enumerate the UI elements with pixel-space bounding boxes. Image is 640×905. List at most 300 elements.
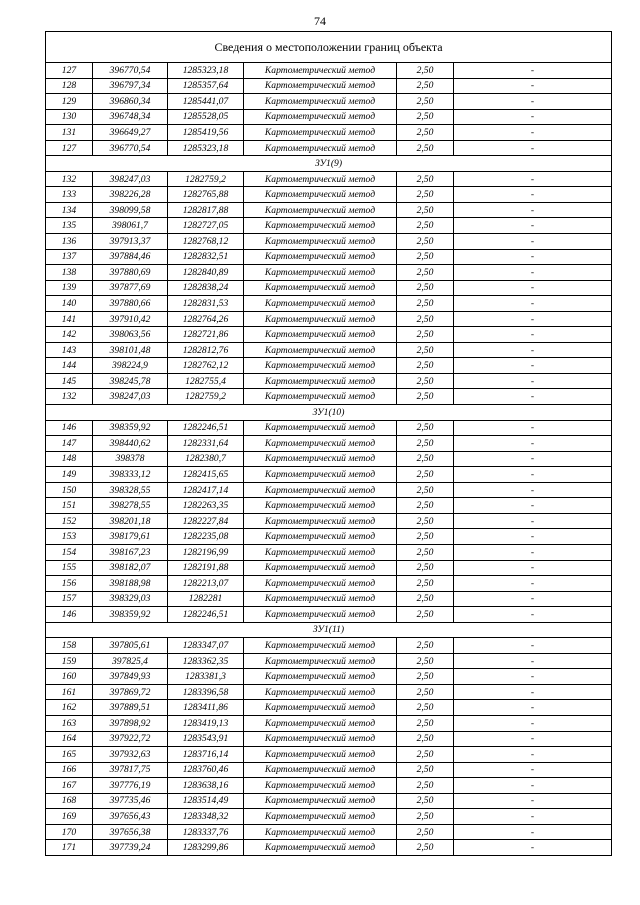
x-coordinate-cell: 397880,69 bbox=[93, 265, 168, 281]
x-coordinate-cell: 397739,24 bbox=[93, 840, 168, 856]
point-number-cell: 127 bbox=[46, 140, 93, 156]
note-cell: - bbox=[454, 94, 612, 110]
y-coordinate-cell: 1282762,12 bbox=[168, 358, 244, 374]
accuracy-cell: 2,50 bbox=[397, 358, 454, 374]
y-coordinate-cell: 1282759,2 bbox=[168, 389, 244, 405]
y-coordinate-cell: 1283411,86 bbox=[168, 700, 244, 716]
point-number-cell: 135 bbox=[46, 218, 93, 234]
point-number-cell: 166 bbox=[46, 762, 93, 778]
x-coordinate-cell: 396649,27 bbox=[93, 125, 168, 141]
note-cell: - bbox=[454, 715, 612, 731]
note-cell: - bbox=[454, 420, 612, 436]
y-coordinate-cell: 1283347,07 bbox=[168, 638, 244, 654]
point-number-cell: 150 bbox=[46, 482, 93, 498]
x-coordinate-cell: 398378 bbox=[93, 451, 168, 467]
boundary-table bbox=[45, 31, 612, 856]
method-cell: Картометрический метод bbox=[244, 747, 397, 763]
accuracy-cell: 2,50 bbox=[397, 234, 454, 250]
note-cell: - bbox=[454, 700, 612, 716]
table-row bbox=[46, 715, 612, 731]
accuracy-cell: 2,50 bbox=[397, 498, 454, 514]
y-coordinate-cell: 1282764,26 bbox=[168, 311, 244, 327]
method-cell: Картометрический метод bbox=[244, 109, 397, 125]
note-cell: - bbox=[454, 684, 612, 700]
point-number-cell: 155 bbox=[46, 560, 93, 576]
note-cell: - bbox=[454, 451, 612, 467]
note-cell: - bbox=[454, 824, 612, 840]
table-row bbox=[46, 187, 612, 203]
note-cell: - bbox=[454, 778, 612, 794]
accuracy-cell: 2,50 bbox=[397, 218, 454, 234]
x-coordinate-cell: 398247,03 bbox=[93, 171, 168, 187]
accuracy-cell: 2,50 bbox=[397, 762, 454, 778]
y-coordinate-cell: 1285528,05 bbox=[168, 109, 244, 125]
point-number-cell: 168 bbox=[46, 793, 93, 809]
accuracy-cell: 2,50 bbox=[397, 809, 454, 825]
table-row bbox=[46, 342, 612, 358]
x-coordinate-cell: 397884,46 bbox=[93, 249, 168, 265]
note-cell: - bbox=[454, 358, 612, 374]
point-number-cell: 133 bbox=[46, 187, 93, 203]
point-number-cell: 161 bbox=[46, 684, 93, 700]
table-row bbox=[46, 576, 612, 592]
x-coordinate-cell: 397913,37 bbox=[93, 234, 168, 250]
note-cell: - bbox=[454, 234, 612, 250]
point-number-cell: 136 bbox=[46, 234, 93, 250]
table-row bbox=[46, 513, 612, 529]
note-cell: - bbox=[454, 63, 612, 79]
method-cell: Картометрический метод bbox=[244, 171, 397, 187]
table-row bbox=[46, 809, 612, 825]
x-coordinate-cell: 396748,34 bbox=[93, 109, 168, 125]
point-number-cell: 146 bbox=[46, 607, 93, 623]
method-cell: Картометрический метод bbox=[244, 498, 397, 514]
y-coordinate-cell: 1282727,05 bbox=[168, 218, 244, 234]
note-cell: - bbox=[454, 125, 612, 141]
y-coordinate-cell: 1285419,56 bbox=[168, 125, 244, 141]
point-number-cell: 157 bbox=[46, 591, 93, 607]
point-number-cell: 144 bbox=[46, 358, 93, 374]
method-cell: Картометрический метод bbox=[244, 94, 397, 110]
method-cell: Картометрический метод bbox=[244, 234, 397, 250]
table-row bbox=[46, 78, 612, 94]
note-cell: - bbox=[454, 731, 612, 747]
point-number-cell: 127 bbox=[46, 63, 93, 79]
point-number-cell: 158 bbox=[46, 638, 93, 654]
method-cell: Картометрический метод bbox=[244, 78, 397, 94]
note-cell: - bbox=[454, 591, 612, 607]
y-coordinate-cell: 1282415,65 bbox=[168, 467, 244, 483]
note-cell: - bbox=[454, 436, 612, 452]
note-cell: - bbox=[454, 280, 612, 296]
accuracy-cell: 2,50 bbox=[397, 373, 454, 389]
note-cell: - bbox=[454, 576, 612, 592]
note-cell: - bbox=[454, 560, 612, 576]
y-coordinate-cell: 1282831,53 bbox=[168, 296, 244, 312]
y-coordinate-cell: 1282191,88 bbox=[168, 560, 244, 576]
table-row bbox=[46, 420, 612, 436]
table-row bbox=[46, 436, 612, 452]
note-cell: - bbox=[454, 669, 612, 685]
accuracy-cell: 2,50 bbox=[397, 265, 454, 281]
note-cell: - bbox=[454, 747, 612, 763]
x-coordinate-cell: 397922,72 bbox=[93, 731, 168, 747]
note-cell: - bbox=[454, 607, 612, 623]
x-coordinate-cell: 398101,48 bbox=[93, 342, 168, 358]
method-cell: Картометрический метод bbox=[244, 762, 397, 778]
accuracy-cell: 2,50 bbox=[397, 140, 454, 156]
x-coordinate-cell: 398359,92 bbox=[93, 607, 168, 623]
point-number-cell: 147 bbox=[46, 436, 93, 452]
table-row bbox=[46, 296, 612, 312]
y-coordinate-cell: 1285441,07 bbox=[168, 94, 244, 110]
point-number-cell: 170 bbox=[46, 824, 93, 840]
accuracy-cell: 2,50 bbox=[397, 467, 454, 483]
point-number-cell: 164 bbox=[46, 731, 93, 747]
accuracy-cell: 2,50 bbox=[397, 576, 454, 592]
y-coordinate-cell: 1282765,88 bbox=[168, 187, 244, 203]
accuracy-cell: 2,50 bbox=[397, 747, 454, 763]
point-number-cell: 162 bbox=[46, 700, 93, 716]
accuracy-cell: 2,50 bbox=[397, 715, 454, 731]
x-coordinate-cell: 396770,54 bbox=[93, 63, 168, 79]
y-coordinate-cell: 1282380,7 bbox=[168, 451, 244, 467]
y-coordinate-cell: 1283716,14 bbox=[168, 747, 244, 763]
x-coordinate-cell: 398278,55 bbox=[93, 498, 168, 514]
method-cell: Картометрический метод bbox=[244, 544, 397, 560]
table-row bbox=[46, 482, 612, 498]
x-coordinate-cell: 396770,54 bbox=[93, 140, 168, 156]
point-number-cell: 149 bbox=[46, 467, 93, 483]
table-row bbox=[46, 669, 612, 685]
y-coordinate-cell: 1282755,4 bbox=[168, 373, 244, 389]
x-coordinate-cell: 397656,43 bbox=[93, 809, 168, 825]
method-cell: Картометрический метод bbox=[244, 389, 397, 405]
y-coordinate-cell: 1282246,51 bbox=[168, 420, 244, 436]
point-number-cell: 167 bbox=[46, 778, 93, 794]
table-row bbox=[46, 498, 612, 514]
method-cell: Картометрический метод bbox=[244, 778, 397, 794]
x-coordinate-cell: 397877,69 bbox=[93, 280, 168, 296]
method-cell: Картометрический метод bbox=[244, 342, 397, 358]
table-row bbox=[46, 653, 612, 669]
table-row bbox=[46, 109, 612, 125]
accuracy-cell: 2,50 bbox=[397, 591, 454, 607]
table-row bbox=[46, 389, 612, 405]
method-cell: Картометрический метод bbox=[244, 187, 397, 203]
method-cell: Картометрический метод bbox=[244, 591, 397, 607]
table-row bbox=[46, 840, 612, 856]
point-number-cell: 152 bbox=[46, 513, 93, 529]
table-row bbox=[46, 171, 612, 187]
point-number-cell: 140 bbox=[46, 296, 93, 312]
accuracy-cell: 2,50 bbox=[397, 824, 454, 840]
y-coordinate-cell: 1282246,51 bbox=[168, 607, 244, 623]
accuracy-cell: 2,50 bbox=[397, 202, 454, 218]
x-coordinate-cell: 397889,51 bbox=[93, 700, 168, 716]
table-row bbox=[46, 700, 612, 716]
y-coordinate-cell: 1283362,35 bbox=[168, 653, 244, 669]
point-number-cell: 154 bbox=[46, 544, 93, 560]
note-cell: - bbox=[454, 467, 612, 483]
table-row bbox=[46, 793, 612, 809]
y-coordinate-cell: 1283337,76 bbox=[168, 824, 244, 840]
table-row bbox=[46, 591, 612, 607]
page-number: 74 bbox=[314, 14, 326, 28]
table-row bbox=[46, 544, 612, 560]
x-coordinate-cell: 397817,75 bbox=[93, 762, 168, 778]
y-coordinate-cell: 1283638,16 bbox=[168, 778, 244, 794]
accuracy-cell: 2,50 bbox=[397, 653, 454, 669]
note-cell: - bbox=[454, 202, 612, 218]
accuracy-cell: 2,50 bbox=[397, 296, 454, 312]
y-coordinate-cell: 1283760,46 bbox=[168, 762, 244, 778]
point-number-cell: 141 bbox=[46, 311, 93, 327]
method-cell: Картометрический метод bbox=[244, 576, 397, 592]
table-row bbox=[46, 358, 612, 374]
point-number-cell: 148 bbox=[46, 451, 93, 467]
method-cell: Картометрический метод bbox=[244, 296, 397, 312]
note-cell: - bbox=[454, 513, 612, 529]
note-cell: - bbox=[454, 762, 612, 778]
note-cell: - bbox=[454, 482, 612, 498]
note-cell: - bbox=[454, 529, 612, 545]
y-coordinate-cell: 1282331,64 bbox=[168, 436, 244, 452]
x-coordinate-cell: 397932,63 bbox=[93, 747, 168, 763]
accuracy-cell: 2,50 bbox=[397, 63, 454, 79]
table-row bbox=[46, 684, 612, 700]
table-row bbox=[46, 249, 612, 265]
accuracy-cell: 2,50 bbox=[397, 280, 454, 296]
y-coordinate-cell: 1283514,49 bbox=[168, 793, 244, 809]
note-cell: - bbox=[454, 265, 612, 281]
note-cell: - bbox=[454, 78, 612, 94]
accuracy-cell: 2,50 bbox=[397, 187, 454, 203]
note-cell: - bbox=[454, 218, 612, 234]
method-cell: Картометрический метод bbox=[244, 607, 397, 623]
point-number-cell: 159 bbox=[46, 653, 93, 669]
method-cell: Картометрический метод bbox=[244, 436, 397, 452]
method-cell: Картометрический метод bbox=[244, 249, 397, 265]
x-coordinate-cell: 398182,07 bbox=[93, 560, 168, 576]
note-cell: - bbox=[454, 793, 612, 809]
point-number-cell: 134 bbox=[46, 202, 93, 218]
x-coordinate-cell: 398226,28 bbox=[93, 187, 168, 203]
point-number-cell: 128 bbox=[46, 78, 93, 94]
x-coordinate-cell: 397735,46 bbox=[93, 793, 168, 809]
accuracy-cell: 2,50 bbox=[397, 389, 454, 405]
x-coordinate-cell: 397869,72 bbox=[93, 684, 168, 700]
method-cell: Картометрический метод bbox=[244, 653, 397, 669]
accuracy-cell: 2,50 bbox=[397, 342, 454, 358]
x-coordinate-cell: 398359,92 bbox=[93, 420, 168, 436]
point-number-cell: 151 bbox=[46, 498, 93, 514]
accuracy-cell: 2,50 bbox=[397, 78, 454, 94]
table-row bbox=[46, 234, 612, 250]
accuracy-cell: 2,50 bbox=[397, 731, 454, 747]
note-cell: - bbox=[454, 840, 612, 856]
table-row bbox=[46, 140, 612, 156]
y-coordinate-cell: 1282838,24 bbox=[168, 280, 244, 296]
y-coordinate-cell: 1282832,51 bbox=[168, 249, 244, 265]
section-label: ЗУ1(9) bbox=[46, 156, 612, 172]
x-coordinate-cell: 397849,93 bbox=[93, 669, 168, 685]
accuracy-cell: 2,50 bbox=[397, 94, 454, 110]
point-number-cell: 138 bbox=[46, 265, 93, 281]
x-coordinate-cell: 397910,42 bbox=[93, 311, 168, 327]
accuracy-cell: 2,50 bbox=[397, 513, 454, 529]
point-number-cell: 129 bbox=[46, 94, 93, 110]
table-row bbox=[46, 202, 612, 218]
accuracy-cell: 2,50 bbox=[397, 482, 454, 498]
y-coordinate-cell: 1282759,2 bbox=[168, 171, 244, 187]
note-cell: - bbox=[454, 342, 612, 358]
y-coordinate-cell: 1282812,76 bbox=[168, 342, 244, 358]
y-coordinate-cell: 1282417,14 bbox=[168, 482, 244, 498]
x-coordinate-cell: 398188,98 bbox=[93, 576, 168, 592]
point-number-cell: 131 bbox=[46, 125, 93, 141]
point-number-cell: 169 bbox=[46, 809, 93, 825]
table-row bbox=[46, 529, 612, 545]
x-coordinate-cell: 397880,66 bbox=[93, 296, 168, 312]
method-cell: Картометрический метод bbox=[244, 218, 397, 234]
y-coordinate-cell: 1285323,18 bbox=[168, 63, 244, 79]
point-number-cell: 132 bbox=[46, 389, 93, 405]
note-cell: - bbox=[454, 653, 612, 669]
point-number-cell: 171 bbox=[46, 840, 93, 856]
y-coordinate-cell: 1282196,99 bbox=[168, 544, 244, 560]
x-coordinate-cell: 397805,61 bbox=[93, 638, 168, 654]
x-coordinate-cell: 398063,56 bbox=[93, 327, 168, 343]
y-coordinate-cell: 1282840,89 bbox=[168, 265, 244, 281]
y-coordinate-cell: 1282281 bbox=[168, 591, 244, 607]
x-coordinate-cell: 398328,55 bbox=[93, 482, 168, 498]
note-cell: - bbox=[454, 373, 612, 389]
table-row bbox=[46, 731, 612, 747]
y-coordinate-cell: 1283299,86 bbox=[168, 840, 244, 856]
accuracy-cell: 2,50 bbox=[397, 560, 454, 576]
y-coordinate-cell: 1283381,3 bbox=[168, 669, 244, 685]
x-coordinate-cell: 398329,03 bbox=[93, 591, 168, 607]
method-cell: Картометрический метод bbox=[244, 840, 397, 856]
method-cell: Картометрический метод bbox=[244, 684, 397, 700]
section-label: ЗУ1(10) bbox=[46, 405, 612, 421]
method-cell: Картометрический метод bbox=[244, 715, 397, 731]
method-cell: Картометрический метод bbox=[244, 700, 397, 716]
x-coordinate-cell: 397898,92 bbox=[93, 715, 168, 731]
point-number-cell: 146 bbox=[46, 420, 93, 436]
method-cell: Картометрический метод bbox=[244, 202, 397, 218]
method-cell: Картометрический метод bbox=[244, 513, 397, 529]
point-number-cell: 163 bbox=[46, 715, 93, 731]
note-cell: - bbox=[454, 140, 612, 156]
y-coordinate-cell: 1283348,32 bbox=[168, 809, 244, 825]
y-coordinate-cell: 1282263,35 bbox=[168, 498, 244, 514]
accuracy-cell: 2,50 bbox=[397, 700, 454, 716]
x-coordinate-cell: 397656,38 bbox=[93, 824, 168, 840]
note-cell: - bbox=[454, 249, 612, 265]
note-cell: - bbox=[454, 296, 612, 312]
method-cell: Картометрический метод bbox=[244, 793, 397, 809]
accuracy-cell: 2,50 bbox=[397, 171, 454, 187]
accuracy-cell: 2,50 bbox=[397, 669, 454, 685]
method-cell: Картометрический метод bbox=[244, 280, 397, 296]
y-coordinate-cell: 1282721,86 bbox=[168, 327, 244, 343]
accuracy-cell: 2,50 bbox=[397, 249, 454, 265]
point-number-cell: 165 bbox=[46, 747, 93, 763]
note-cell: - bbox=[454, 638, 612, 654]
accuracy-cell: 2,50 bbox=[397, 125, 454, 141]
method-cell: Картометрический метод bbox=[244, 467, 397, 483]
table-row bbox=[46, 63, 612, 79]
method-cell: Картометрический метод bbox=[244, 63, 397, 79]
point-number-cell: 139 bbox=[46, 280, 93, 296]
x-coordinate-cell: 398440,62 bbox=[93, 436, 168, 452]
note-cell: - bbox=[454, 389, 612, 405]
point-number-cell: 130 bbox=[46, 109, 93, 125]
y-coordinate-cell: 1285323,18 bbox=[168, 140, 244, 156]
y-coordinate-cell: 1282213,07 bbox=[168, 576, 244, 592]
table-row bbox=[46, 451, 612, 467]
point-number-cell: 137 bbox=[46, 249, 93, 265]
y-coordinate-cell: 1283543,91 bbox=[168, 731, 244, 747]
point-number-cell: 156 bbox=[46, 576, 93, 592]
point-number-cell: 142 bbox=[46, 327, 93, 343]
section-row bbox=[46, 622, 612, 638]
accuracy-cell: 2,50 bbox=[397, 451, 454, 467]
accuracy-cell: 2,50 bbox=[397, 840, 454, 856]
method-cell: Картометрический метод bbox=[244, 529, 397, 545]
accuracy-cell: 2,50 bbox=[397, 684, 454, 700]
section-label: ЗУ1(11) bbox=[46, 622, 612, 638]
table-row bbox=[46, 762, 612, 778]
note-cell: - bbox=[454, 311, 612, 327]
accuracy-cell: 2,50 bbox=[397, 327, 454, 343]
x-coordinate-cell: 398099,58 bbox=[93, 202, 168, 218]
point-number-cell: 145 bbox=[46, 373, 93, 389]
method-cell: Картометрический метод bbox=[244, 560, 397, 576]
table-row bbox=[46, 824, 612, 840]
point-number-cell: 143 bbox=[46, 342, 93, 358]
accuracy-cell: 2,50 bbox=[397, 529, 454, 545]
x-coordinate-cell: 398333,12 bbox=[93, 467, 168, 483]
method-cell: Картометрический метод bbox=[244, 669, 397, 685]
table-row bbox=[46, 125, 612, 141]
accuracy-cell: 2,50 bbox=[397, 778, 454, 794]
table-row bbox=[46, 373, 612, 389]
accuracy-cell: 2,50 bbox=[397, 638, 454, 654]
accuracy-cell: 2,50 bbox=[397, 311, 454, 327]
note-cell: - bbox=[454, 187, 612, 203]
note-cell: - bbox=[454, 327, 612, 343]
method-cell: Картометрический метод bbox=[244, 824, 397, 840]
method-cell: Картометрический метод bbox=[244, 482, 397, 498]
y-coordinate-cell: 1285357,64 bbox=[168, 78, 244, 94]
method-cell: Картометрический метод bbox=[244, 638, 397, 654]
note-cell: - bbox=[454, 809, 612, 825]
method-cell: Картометрический метод bbox=[244, 731, 397, 747]
note-cell: - bbox=[454, 498, 612, 514]
note-cell: - bbox=[454, 109, 612, 125]
note-cell: - bbox=[454, 171, 612, 187]
table-row bbox=[46, 311, 612, 327]
x-coordinate-cell: 398179,61 bbox=[93, 529, 168, 545]
section-row bbox=[46, 405, 612, 421]
method-cell: Картометрический метод bbox=[244, 809, 397, 825]
accuracy-cell: 2,50 bbox=[397, 544, 454, 560]
accuracy-cell: 2,50 bbox=[397, 607, 454, 623]
x-coordinate-cell: 398247,03 bbox=[93, 389, 168, 405]
